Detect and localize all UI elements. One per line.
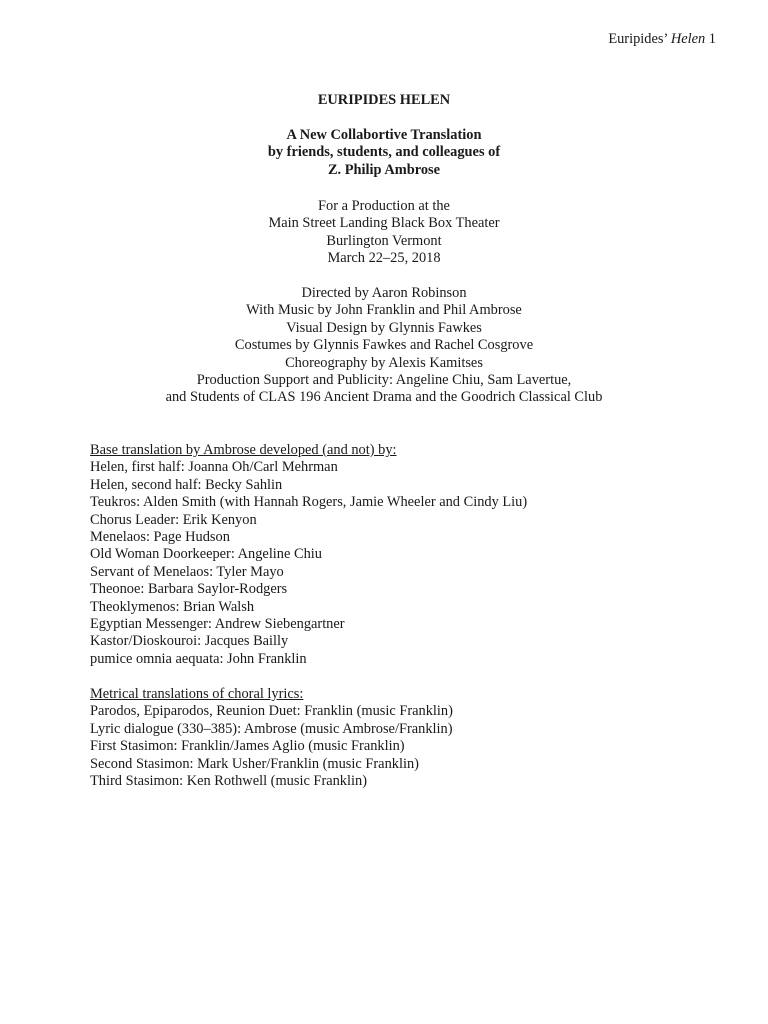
contributor-entry: Helen, second half: Becky Sahlin (90, 476, 283, 493)
metrical-translations-section (90, 686, 730, 790)
lyric-entry: Third Stasimon: Ken Rothwell (music Franklin) (90, 773, 367, 790)
credit-line: Production Support and Publicity: Angeline Chiu, Sam Lavertue, (196, 372, 572, 389)
production-location: Burlington Vermont (326, 232, 442, 249)
subtitle-block (0, 127, 768, 179)
contributor-entry: Chorus Leader: Erik Kenyon (90, 511, 257, 528)
subtitle-line: by friends, students, and colleagues of (267, 144, 501, 161)
page-number: 1 (708, 31, 716, 47)
base-translation-section (90, 442, 730, 668)
contributor-entry: Menelaos: Page Hudson (90, 529, 230, 546)
subtitle-line: A New Collabortive Translation (286, 127, 482, 143)
lyric-entry: Parodos, Epiparodos, Reunion Duet: Franklin (music Franklin) (90, 703, 453, 720)
document-title: EURIPIDES HELEN (317, 92, 451, 108)
running-header-title: Helen (670, 31, 706, 47)
contributor-entry: Servant of Menelaos: Tyler Mayo (90, 563, 284, 580)
production-venue: Main Street Landing Black Box Theater (268, 215, 500, 232)
contributor-entry: Theoklymenos: Brian Walsh (90, 598, 255, 615)
credit-line: Choreography by Alexis Kamitses (285, 354, 483, 371)
production-dates: March 22–25, 2018 (327, 250, 441, 267)
running-header (608, 31, 716, 48)
contributor-entry: Helen, first half: Joanna Oh/Carl Mehrman (90, 459, 338, 476)
credits-block (0, 285, 768, 407)
production-line: For a Production at the (318, 198, 450, 214)
lyric-entry: Second Stasimon: Mark Usher/Franklin (music Franklin) (90, 755, 419, 772)
contributor-entry: Egyptian Messenger: Andrew Siebengartner (90, 616, 345, 633)
contributor-entry: Theonoe: Barbara Saylor-Rodgers (90, 581, 288, 598)
running-header-prefix: Euripides’ (608, 31, 668, 47)
credit-line: Visual Design by Glynnis Fawkes (286, 319, 482, 336)
credit-line: and Students of CLAS 196 Ancient Drama and the Goodrich Classical Club (165, 389, 603, 406)
credit-line: Directed by Aaron Robinson (301, 285, 467, 301)
subtitle-line: Z. Philip Ambrose (327, 161, 441, 178)
credit-line: With Music by John Franklin and Phil Ambrose (246, 302, 522, 319)
production-block (0, 198, 768, 268)
section-heading: Metrical translations of choral lyrics: (90, 686, 304, 702)
contributor-entry: Kastor/Dioskouroi: Jacques Bailly (90, 633, 289, 650)
contributor-entry: Old Woman Doorkeeper: Angeline Chiu (90, 546, 322, 563)
contributor-entry: Teukros: Alden Smith (with Hannah Rogers, Jamie Wheeler and Cindy Liu) (90, 494, 528, 511)
contributor-entry: pumice omnia aequata: John Franklin (90, 650, 307, 667)
credit-line: Costumes by Glynnis Fawkes and Rachel Cosgrove (234, 337, 534, 354)
section-heading: Base translation by Ambrose developed (and not) by: (90, 442, 397, 458)
lyric-entry: First Stasimon: Franklin/James Aglio (music Franklin) (90, 738, 405, 755)
lyric-entry: Lyric dialogue (330–385): Ambrose (music Ambrose/Franklin) (90, 720, 453, 737)
